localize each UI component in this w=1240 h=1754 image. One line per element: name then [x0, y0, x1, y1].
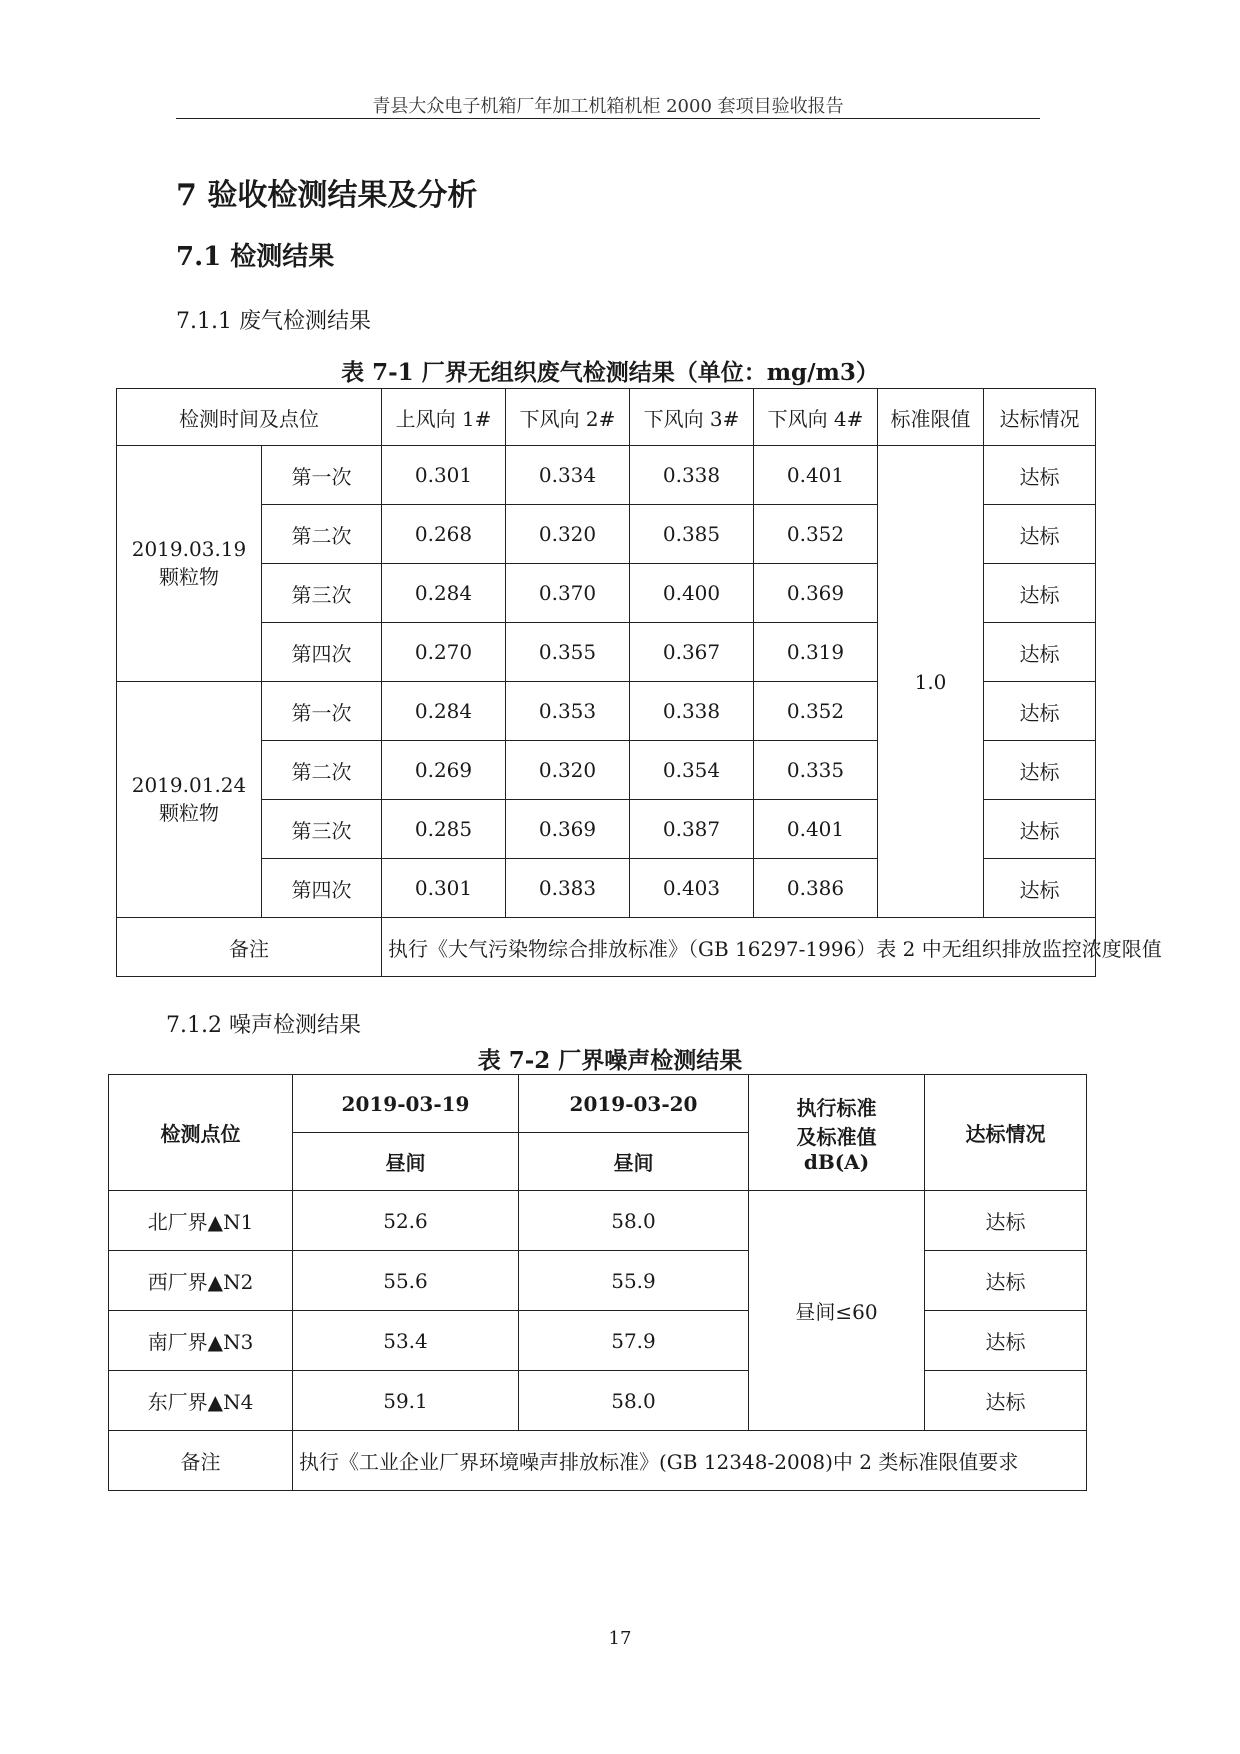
cell-value: 0.355	[506, 623, 630, 682]
table-row	[109, 1251, 1087, 1311]
cell-value: 53.4	[293, 1311, 519, 1371]
status-cell: 达标	[984, 505, 1096, 564]
note-label: 备注	[109, 1431, 293, 1491]
group-label	[117, 446, 262, 682]
cell-value: 0.284	[382, 682, 506, 741]
note-label: 备注	[117, 918, 382, 977]
header-downwind-4: 下风向 4#	[754, 389, 878, 446]
report-header: 青县大众电子机箱厂年加工机箱机柜 2000 套项目验收报告	[372, 96, 844, 117]
cell-value: 0.400	[630, 564, 754, 623]
cell-value: 0.338	[630, 682, 754, 741]
header-status: 达标情况	[925, 1075, 1087, 1191]
status-cell: 达标	[925, 1191, 1087, 1251]
note-text: 执行《工业企业厂界环境噪声排放标准》(GB 12348-2008)中 2 类标准限值要求	[293, 1431, 1087, 1491]
cell-value: 0.270	[382, 623, 506, 682]
row-point: 南厂界▲N3	[109, 1311, 293, 1371]
group-date: 2019.03.19	[131, 537, 247, 561]
limit-value: 1.0	[878, 446, 984, 918]
row-point: 东厂界▲N4	[109, 1371, 293, 1431]
cell-value: 0.269	[382, 741, 506, 800]
header-daytime-2: 昼间	[519, 1133, 749, 1191]
cell-value: 0.320	[506, 741, 630, 800]
cell-value: 58.0	[519, 1191, 749, 1251]
status-cell: 达标	[984, 800, 1096, 859]
status-cell: 达标	[925, 1251, 1087, 1311]
table2-note-row	[109, 1431, 1087, 1491]
group-item: 颗粒物	[159, 565, 219, 589]
row-label: 第二次	[262, 741, 382, 800]
cell-value: 0.403	[630, 859, 754, 918]
table1-caption: 表 7-1 厂界无组织废气检测结果（单位：mg/m3）	[341, 359, 879, 386]
table2-caption: 表 7-2 厂界噪声检测结果	[477, 1047, 743, 1074]
header-standard	[749, 1075, 925, 1191]
row-label: 第四次	[262, 623, 382, 682]
cell-value: 0.268	[382, 505, 506, 564]
status-cell: 达标	[925, 1311, 1087, 1371]
cell-value: 0.369	[754, 564, 878, 623]
status-cell: 达标	[984, 446, 1096, 505]
header-date-1: 2019-03-19	[293, 1075, 519, 1133]
header-standard-line1: 执行标准	[796, 1095, 877, 1120]
cell-value: 0.370	[506, 564, 630, 623]
cell-value: 0.285	[382, 800, 506, 859]
cell-value: 59.1	[293, 1371, 519, 1431]
cell-value: 0.369	[506, 800, 630, 859]
note-text: 执行《大气污染物综合排放标准》（GB 16297-1996）表 2 中无组织排放监控浓度限值	[382, 918, 1096, 977]
cell-value: 57.9	[519, 1311, 749, 1371]
header-rule	[176, 118, 1040, 119]
header-point: 检测时间及点位	[117, 389, 382, 446]
cell-value: 0.353	[506, 682, 630, 741]
group-date: 2019.01.24	[131, 773, 247, 797]
standard-value: 昼间≤60	[749, 1191, 925, 1431]
header-downwind-2: 下风向 2#	[506, 389, 630, 446]
cell-value: 0.354	[630, 741, 754, 800]
table-row	[109, 1191, 1087, 1251]
header-date-2: 2019-03-20	[519, 1075, 749, 1133]
status-cell: 达标	[984, 564, 1096, 623]
header-limit: 标准限值	[878, 389, 984, 446]
status-cell: 达标	[984, 859, 1096, 918]
header-status: 达标情况	[984, 389, 1096, 446]
table1-header-row	[117, 389, 1096, 446]
row-label: 第四次	[262, 859, 382, 918]
cell-value: 0.401	[754, 800, 878, 859]
header-standard-line3: dB(A)	[803, 1149, 870, 1174]
cell-value: 0.319	[754, 623, 878, 682]
noise-table	[108, 1074, 1087, 1491]
group-item: 颗粒物	[159, 801, 219, 825]
cell-value: 0.352	[754, 682, 878, 741]
row-label: 第三次	[262, 564, 382, 623]
cell-value: 0.385	[630, 505, 754, 564]
row-label: 第二次	[262, 505, 382, 564]
table-row	[109, 1311, 1087, 1371]
subsection-title: 7.1 检测结果	[176, 242, 335, 272]
group-label	[117, 682, 262, 918]
cell-value: 0.284	[382, 564, 506, 623]
section-title: 7 验收检测结果及分析	[176, 178, 478, 213]
row-label: 第一次	[262, 682, 382, 741]
cell-value: 52.6	[293, 1191, 519, 1251]
cell-value: 0.301	[382, 446, 506, 505]
cell-value: 0.386	[754, 859, 878, 918]
cell-value: 0.367	[630, 623, 754, 682]
noise-heading: 7.1.2 噪声检测结果	[166, 1013, 361, 1038]
header-upwind-1: 上风向 1#	[382, 389, 506, 446]
row-label: 第三次	[262, 800, 382, 859]
table-row	[117, 446, 1096, 505]
table-row	[109, 1371, 1087, 1431]
cell-value: 0.301	[382, 859, 506, 918]
cell-value: 0.338	[630, 446, 754, 505]
exhaust-gas-heading: 7.1.1 废气检测结果	[176, 309, 371, 334]
cell-value: 0.383	[506, 859, 630, 918]
table2-header-row	[109, 1075, 1087, 1133]
cell-value: 55.6	[293, 1251, 519, 1311]
cell-value: 0.352	[754, 505, 878, 564]
page-number: 17	[608, 1628, 632, 1649]
header-downwind-3: 下风向 3#	[630, 389, 754, 446]
cell-value: 0.387	[630, 800, 754, 859]
row-point: 北厂界▲N1	[109, 1191, 293, 1251]
cell-value: 0.334	[506, 446, 630, 505]
cell-value: 0.401	[754, 446, 878, 505]
status-cell: 达标	[984, 682, 1096, 741]
header-daytime-1: 昼间	[293, 1133, 519, 1191]
table1-note-row	[117, 918, 1096, 977]
cell-value: 0.335	[754, 741, 878, 800]
status-cell: 达标	[984, 623, 1096, 682]
header-point: 检测点位	[109, 1075, 293, 1191]
cell-value: 55.9	[519, 1251, 749, 1311]
exhaust-gas-table	[116, 388, 1162, 977]
status-cell: 达标	[925, 1371, 1087, 1431]
row-point: 西厂界▲N2	[109, 1251, 293, 1311]
row-label: 第一次	[262, 446, 382, 505]
header-standard-line2: 及标准值	[796, 1124, 877, 1149]
cell-value: 0.320	[506, 505, 630, 564]
cell-value: 58.0	[519, 1371, 749, 1431]
status-cell: 达标	[984, 741, 1096, 800]
